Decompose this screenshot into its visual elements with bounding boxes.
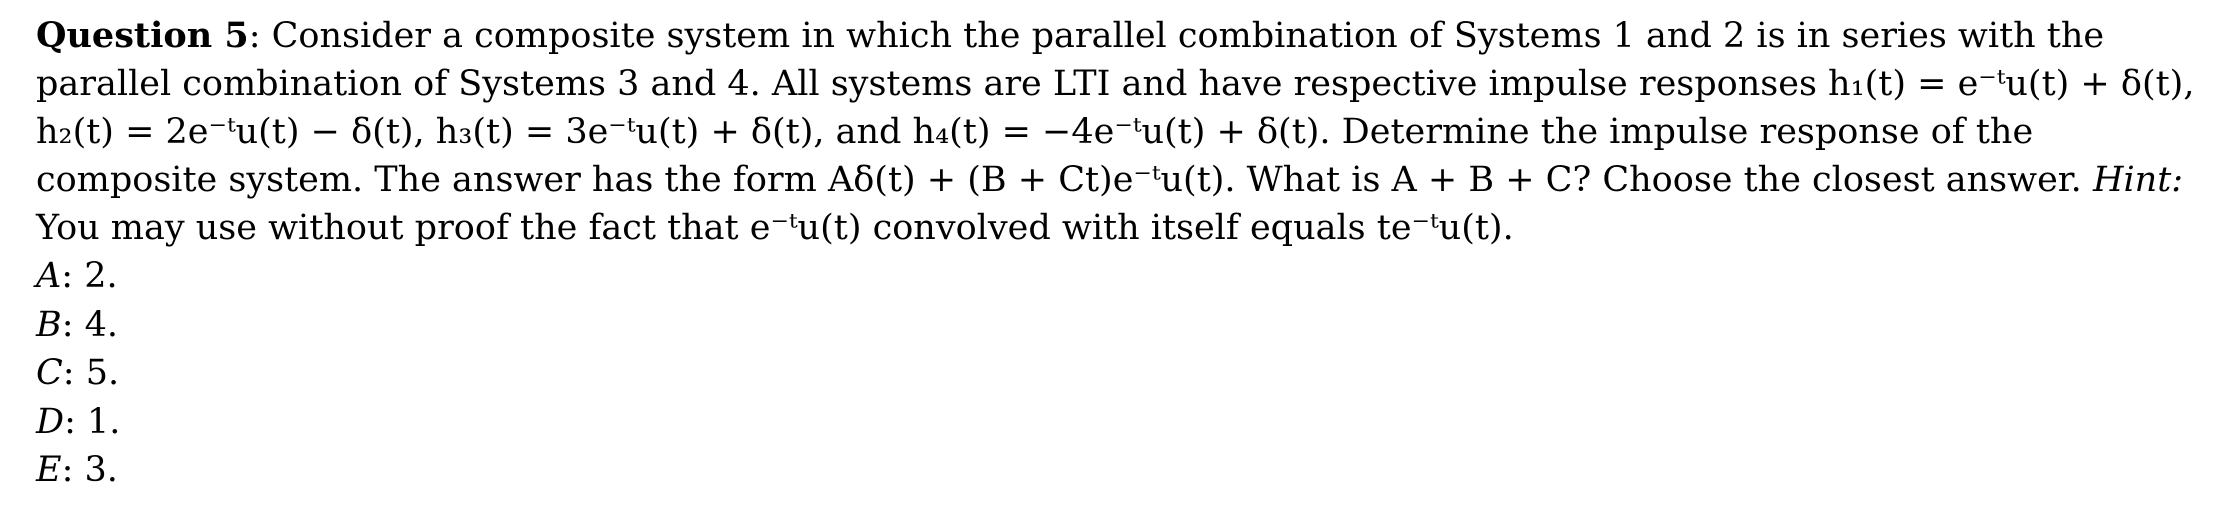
option-value: : 3. <box>61 450 118 490</box>
question-label: Question 5 <box>36 15 249 56</box>
option-e <box>36 446 120 495</box>
option-letter: E <box>36 450 62 490</box>
answer-options <box>36 252 120 495</box>
option-letter: A <box>36 256 62 296</box>
option-letter: C <box>36 353 63 393</box>
option-value: : 4. <box>61 304 119 345</box>
option-value: : 1. <box>64 401 121 442</box>
option-a <box>36 252 120 301</box>
option-b <box>36 301 120 350</box>
question-text: : Consider a composite system in which the parallel combination of Systems 1 and 2 is in series with the parallel combination of Systems 3 and 4. All systems are LTI and have respective impulse responses h₁(t) = e⁻ᵗu(t) + δ(t), h₂(t) = 2e⁻ᵗu(t) − δ(t), h₃(t) = 3e⁻ᵗu(t) + δ(t), and h₄(t) = −4e⁻ᵗu(t) + δ(t). Determine the impulse response of the composite system. The answer has the form Aδ(t) + (B + Ct)e⁻ᵗu(t). What is A + B + C? Choose the closest answer. <box>36 16 2195 200</box>
question-paragraph <box>36 12 2204 252</box>
option-value: : 2. <box>61 256 118 296</box>
option-value: : 5. <box>62 353 120 393</box>
hint-label: Hint: <box>2092 160 2184 200</box>
option-d <box>36 398 120 447</box>
option-letter: B <box>36 304 62 345</box>
hint-text: You may use without proof the fact that e⁻ᵗu(t) convolved with itself equals te⁻ᵗu(t). <box>36 208 1514 248</box>
option-letter: D <box>36 401 65 442</box>
option-c <box>36 349 120 398</box>
